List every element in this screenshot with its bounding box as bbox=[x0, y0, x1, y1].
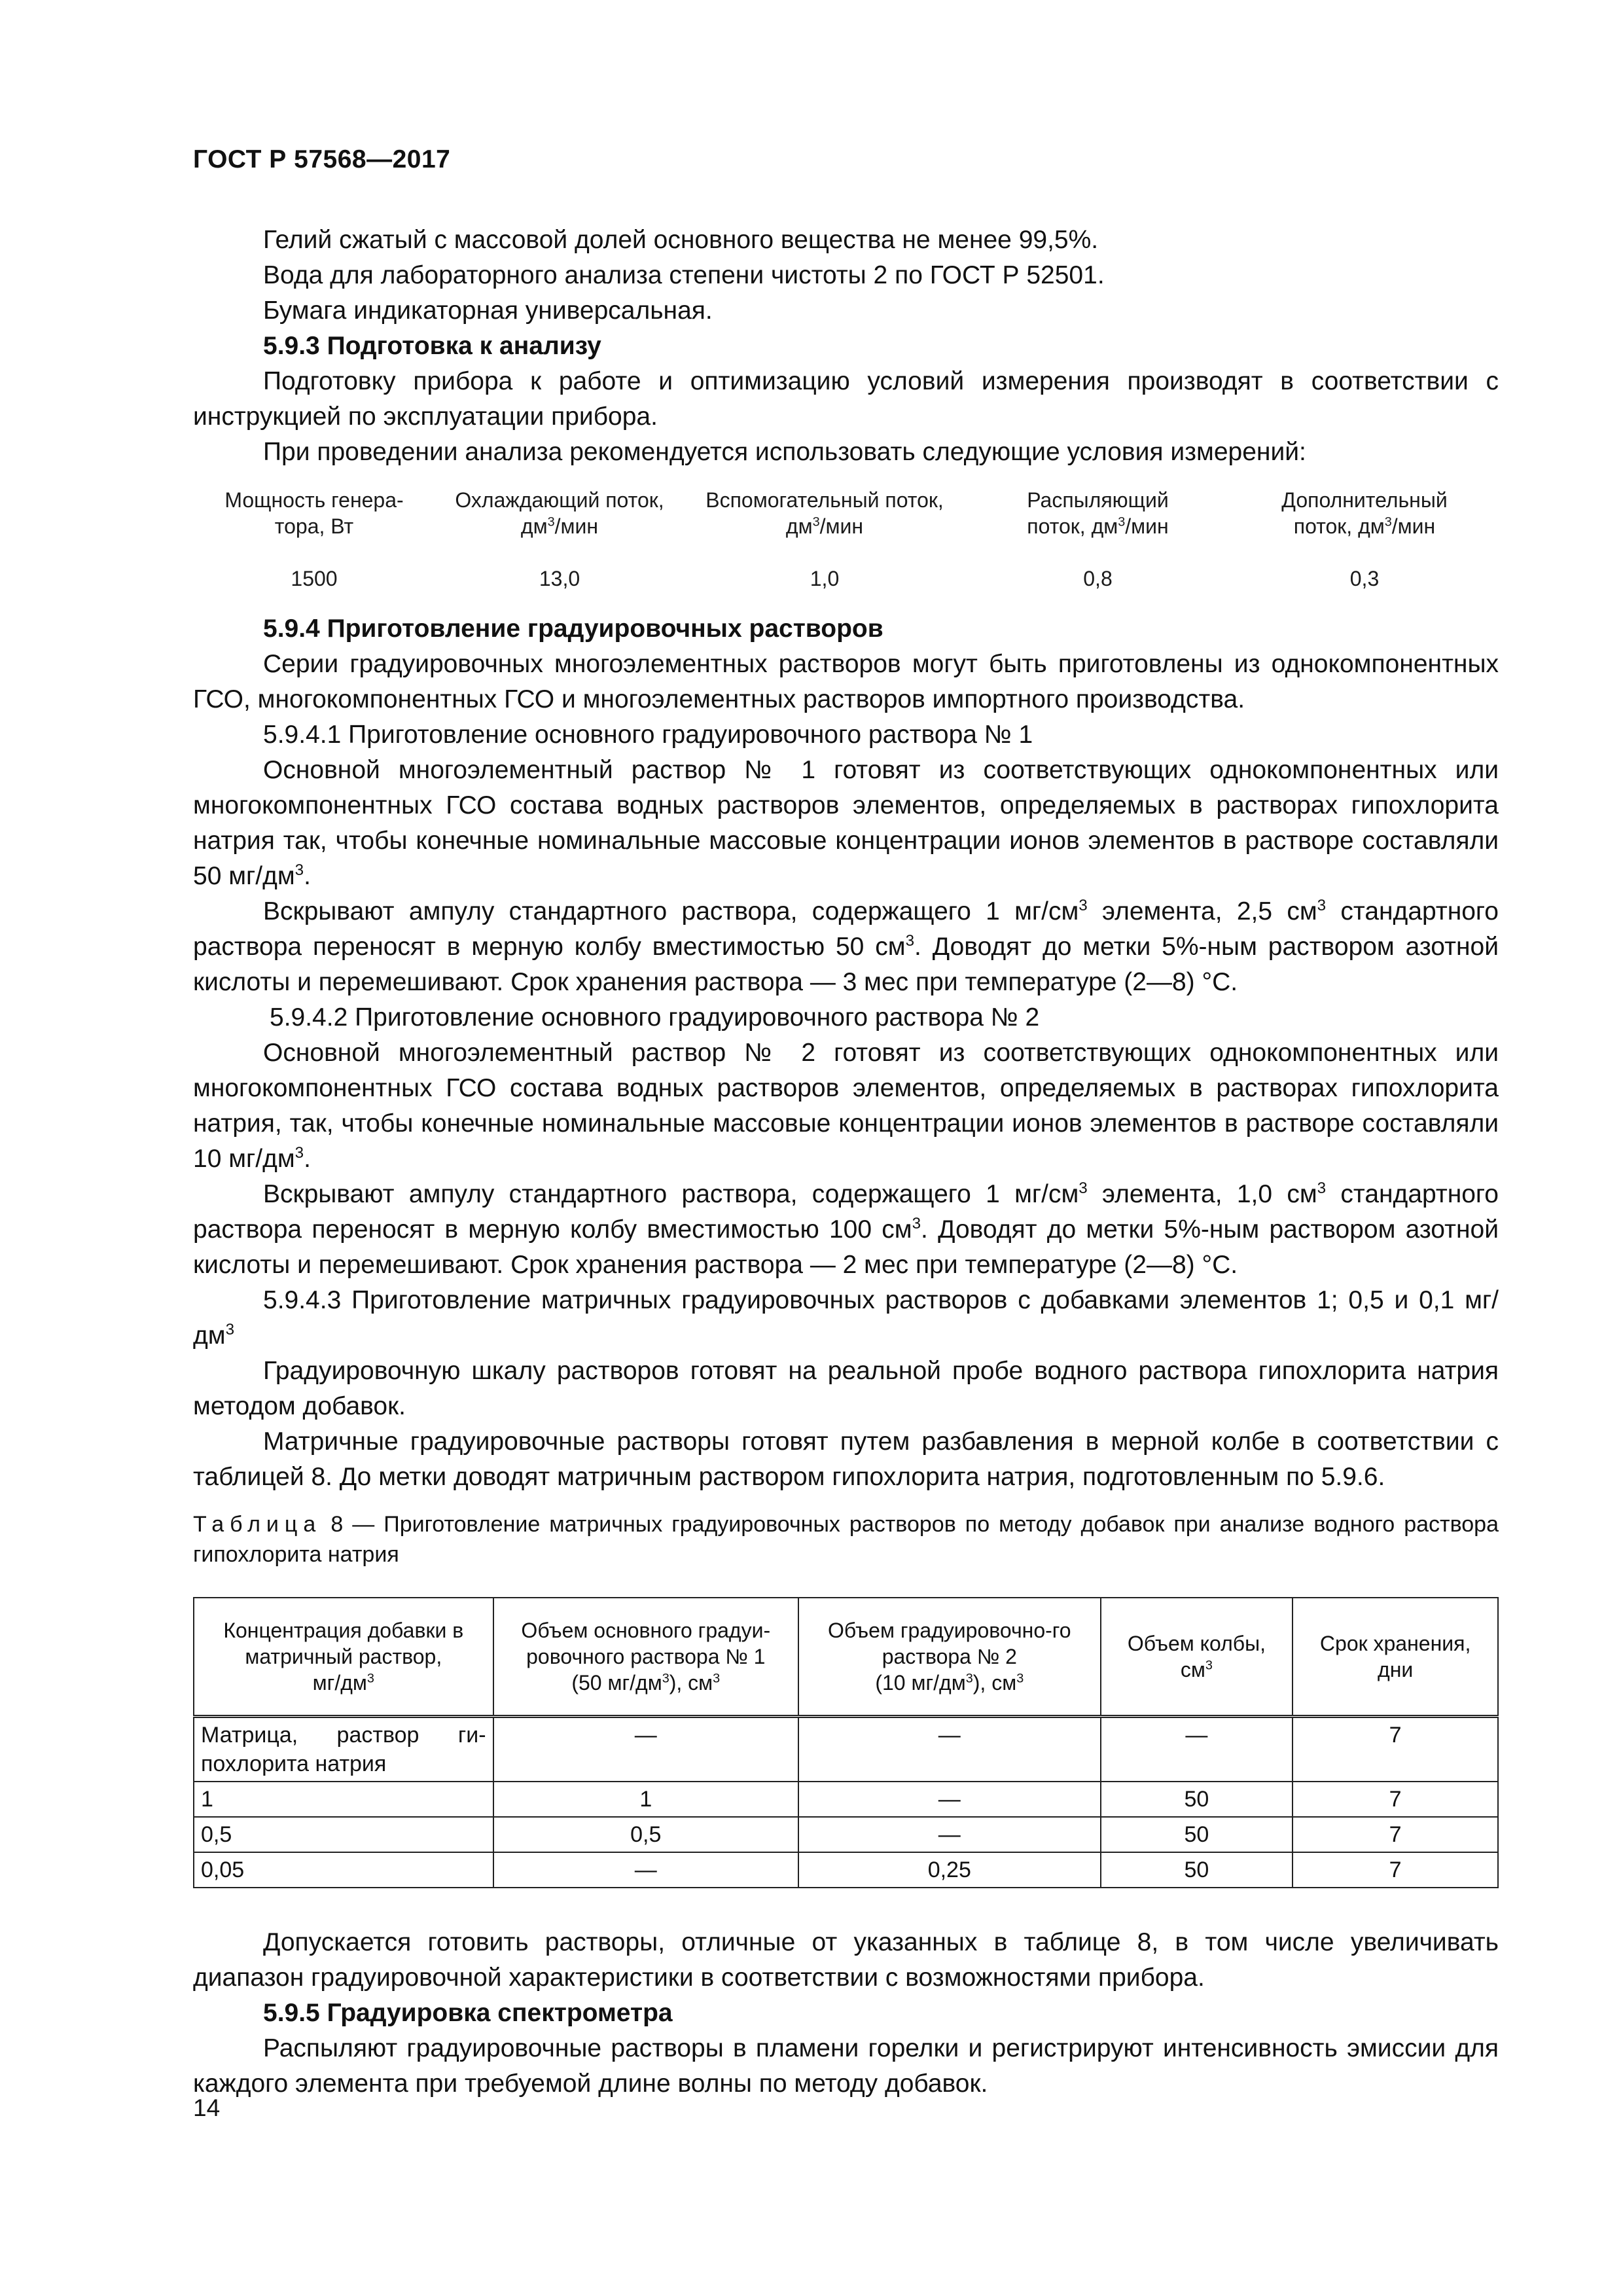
section-5-9-4-1-heading: 5.9.4.1 Приготовление основного градуировочного раствора № 1 bbox=[263, 721, 1033, 749]
section-5-9-3-heading: 5.9.3 Подготовка к анализу bbox=[263, 332, 601, 360]
condition-nebulizer-flow bbox=[965, 487, 1230, 592]
header-unit: ), см bbox=[972, 1671, 1017, 1695]
paragraph-text: Основной многоэлементный раствор № 2 готовят из соответствующих однокомпонентных или многокомпонентных ГСО состава водных растворов элементов, определяемых в растворах гипохлорита натрия, так, чтобы конечные номинальные массовые концентрации ионов элементов в растворе составляли 10 мг/дм bbox=[193, 1039, 1499, 1173]
cell-solution-2-volume: — bbox=[798, 1817, 1101, 1852]
superscript: 3 bbox=[294, 861, 304, 879]
label-unit: дм bbox=[785, 514, 813, 538]
header-unit: ), см bbox=[669, 1671, 713, 1695]
section-5-9-5-heading: 5.9.5 Градуировка спектрометра bbox=[263, 1999, 673, 2027]
condition-nebulizer-label bbox=[1027, 487, 1168, 539]
superscript: 3 bbox=[912, 1215, 921, 1232]
superscript: 3 bbox=[965, 1671, 973, 1686]
label-unit-suffix: /мин bbox=[1391, 514, 1436, 538]
cell-stock-1-volume: 0,5 bbox=[493, 1817, 798, 1852]
paragraph-text: стандартного раствора переносят в мерную колбу вместимостью 100 см bbox=[193, 1180, 1499, 1244]
condition-auxiliary-label bbox=[705, 487, 944, 539]
cell-storage-days: 7 bbox=[1293, 1852, 1498, 1888]
header-storage-days: Срок хранения, дни bbox=[1293, 1598, 1498, 1717]
cell-storage-days: 7 bbox=[1293, 1717, 1498, 1782]
section-5-9-4-2-heading: 5.9.4.2 Приготовление основного градуировочного раствора № 2 bbox=[270, 1003, 1040, 1031]
measurement-conditions bbox=[193, 487, 1499, 592]
condition-additional-flow bbox=[1230, 487, 1499, 592]
header-additive-concentration bbox=[194, 1598, 493, 1717]
superscript: 3 bbox=[1016, 1671, 1024, 1686]
section-5-9-3-paragraph: Подготовку прибора к работе и оптимизацию условий измерения производят в соответствии с инструкцией по эксплуатации прибора. bbox=[193, 367, 1499, 431]
superscript: 3 bbox=[1079, 897, 1088, 914]
intro-helium: Гелий сжатый с массовой долей основного вещества не менее 99,5%. bbox=[263, 226, 1099, 254]
cell-flask-volume: 50 bbox=[1101, 1782, 1293, 1817]
section-5-9-4-heading: 5.9.4 Приготовление градуировочных растворов bbox=[263, 615, 883, 643]
superscript: 3 bbox=[1205, 1658, 1213, 1673]
section-5-9-3-conditions-intro: При проведении анализа рекомендуется использовать следующие условия измерений: bbox=[263, 438, 1306, 466]
superscript: 3 bbox=[812, 514, 820, 529]
table-row bbox=[194, 1852, 1498, 1888]
condition-auxiliary-flow bbox=[684, 487, 965, 592]
superscript: 3 bbox=[1079, 1179, 1088, 1197]
cell-text: Матрица, раствор ги- bbox=[201, 1723, 486, 1748]
cell-solution-2-volume: 0,25 bbox=[798, 1852, 1101, 1888]
header-text: Объем градуировочно-го раствора № 2 bbox=[828, 1619, 1071, 1668]
table-row bbox=[194, 1717, 1498, 1782]
label-unit: поток, дм bbox=[1027, 514, 1118, 538]
condition-power-value: 1500 bbox=[291, 567, 338, 590]
cell-flask-volume: — bbox=[1101, 1717, 1293, 1782]
paragraph-text: элемента, 2,5 см bbox=[1087, 897, 1317, 925]
header-unit: см bbox=[1180, 1658, 1205, 1681]
condition-cooling-value: 13,0 bbox=[539, 567, 580, 590]
section-5-9-4-1-paragraph-2 bbox=[193, 894, 1499, 1000]
superscript: 3 bbox=[662, 1671, 669, 1686]
label-text: Распыляющий bbox=[1027, 488, 1169, 512]
page-number: 14 bbox=[193, 2094, 221, 2121]
paragraph-text: Вскрывают ампулу стандартного раствора, содержащего 1 мг/см bbox=[263, 1180, 1079, 1208]
condition-auxiliary-value: 1,0 bbox=[810, 567, 840, 590]
cell-text: похлорита натрия bbox=[201, 1751, 387, 1776]
paragraph-text: 5.9.4.3 Приготовление матричных градуировочных растворов с добавками элементов 1; 0,5 и 0,1 мг/дм bbox=[193, 1286, 1499, 1350]
intro-paper: Бумага индикаторная универсальная. bbox=[263, 296, 713, 325]
table-row bbox=[194, 1817, 1498, 1852]
label-unit: дм bbox=[520, 514, 548, 538]
condition-additional-label bbox=[1281, 487, 1447, 539]
paragraph-text: элемента, 1,0 см bbox=[1087, 1180, 1317, 1208]
header-text: Концентрация добавки в матричный раствор, bbox=[223, 1619, 464, 1668]
header-unit: мг/дм bbox=[312, 1671, 367, 1695]
standard-header: ГОСТ Р 57568—2017 bbox=[193, 145, 451, 173]
period: . bbox=[304, 1145, 311, 1173]
header-unit: (10 мг/дм bbox=[875, 1671, 966, 1695]
after-table-paragraph: Допускается готовить растворы, отличные от указанных в таблице 8, в том числе увеличивать диапазон градуировочной характеристики в соответствии с возможностями прибора. bbox=[193, 1928, 1499, 1992]
paragraph-text: Вскрывают ампулу стандартного раствора, содержащего 1 мг/см bbox=[263, 897, 1079, 925]
condition-nebulizer-value: 0,8 bbox=[1083, 567, 1113, 590]
superscript: 3 bbox=[1317, 1179, 1327, 1197]
caption-label: Таблица bbox=[193, 1512, 322, 1537]
cell-solution-2-volume: — bbox=[798, 1782, 1101, 1817]
section-5-9-4-3-paragraph-1: Градуировочную шкалу растворов готовят на реальной пробе водного раствора гипохлорита натрия методом добавок. bbox=[193, 1357, 1499, 1420]
cell-solution-2-volume: — bbox=[798, 1717, 1101, 1782]
label-unit-suffix: /мин bbox=[554, 514, 599, 538]
section-5-9-4-3-paragraph-2: Матричные градуировочные растворы готовят путем разбавления в мерной колбе в соответствии с таблицей 8. До метки доводят матричным раствором гипохлорита натрия, подготовленным по 5.9.6. bbox=[193, 1427, 1499, 1491]
cell-concentration bbox=[194, 1717, 493, 1782]
condition-power bbox=[193, 487, 435, 592]
page-content bbox=[193, 223, 1499, 2102]
superscript: 3 bbox=[294, 1144, 304, 1162]
paragraph-text: Основной многоэлементный раствор № 1 готовят из соответствующих однокомпонентных или многокомпонентных ГСО состава водных растворов элементов, определяемых в растворах гипохлорита натрия так, чтобы конечные номинальные массовые концентрации ионов элементов в растворе составляли 50 мг/дм bbox=[193, 756, 1499, 890]
intro-water: Вода для лабораторного анализа степени чистоты 2 по ГОСТ Р 52501. bbox=[263, 261, 1105, 289]
header-flask-volume bbox=[1101, 1598, 1293, 1717]
header-solution-2-volume bbox=[798, 1598, 1101, 1717]
header-text: Объем основного градуи-ровочного раствора № 1 bbox=[521, 1619, 771, 1668]
superscript: 3 bbox=[547, 514, 555, 529]
condition-cooling-label bbox=[455, 487, 664, 539]
section-5-9-4-2-paragraph-1 bbox=[193, 1035, 1499, 1177]
cell-stock-1-volume: — bbox=[493, 1852, 798, 1888]
label-unit: поток, дм bbox=[1293, 514, 1385, 538]
cell-stock-1-volume: — bbox=[493, 1717, 798, 1782]
caption-text: 8 — Приготовление матричных градуировочных растворов по методу добавок при анализе водного раствора гипохлорита натрия bbox=[193, 1512, 1499, 1567]
header-unit: (50 мг/дм bbox=[571, 1671, 662, 1695]
label-text: Охлаждающий поток, bbox=[455, 488, 664, 512]
cell-stock-1-volume: 1 bbox=[493, 1782, 798, 1817]
label-text: Дополнительный bbox=[1281, 488, 1448, 512]
section-5-9-5-paragraph: Распыляют градуировочные растворы в пламени горелки и регистрируют интенсивность эмиссии для каждого элемента при требуемой длине волны по методу добавок. bbox=[193, 2034, 1499, 2098]
cell-flask-volume: 50 bbox=[1101, 1817, 1293, 1852]
cell-storage-days: 7 bbox=[1293, 1817, 1498, 1852]
superscript: 3 bbox=[366, 1671, 374, 1686]
header-text: Объем колбы, bbox=[1127, 1632, 1266, 1655]
superscript: 3 bbox=[225, 1321, 235, 1338]
cell-concentration: 1 bbox=[194, 1782, 493, 1817]
label-unit-suffix: /мин bbox=[1125, 514, 1169, 538]
paragraph-text: стандартного раствора переносят в мерную колбу вместимостью 50 см bbox=[193, 897, 1499, 961]
paragraph-text: . Доводят до метки 5%-ным раствором азотной кислоты и перемешивают. Срок хранения раствора — 2 мес при температуре (2—8) °С. bbox=[193, 1215, 1499, 1279]
condition-additional-value: 0,3 bbox=[1349, 567, 1380, 590]
table-8 bbox=[193, 1597, 1499, 1888]
label-unit-suffix: /мин bbox=[819, 514, 864, 538]
superscript: 3 bbox=[1118, 514, 1126, 529]
cell-concentration: 0,05 bbox=[194, 1852, 493, 1888]
table-8-caption bbox=[193, 1509, 1499, 1570]
superscript: 3 bbox=[1317, 897, 1327, 914]
label-text: Вспомогательный поток, bbox=[705, 488, 944, 512]
table-header-row bbox=[194, 1598, 1498, 1717]
superscript: 3 bbox=[713, 1671, 721, 1686]
paragraph-text: . Доводят до метки 5%-ным раствором азотной кислоты и перемешивают. Срок хранения раствора — 3 мес при температуре (2—8) °С. bbox=[193, 933, 1499, 996]
cell-storage-days: 7 bbox=[1293, 1782, 1498, 1817]
superscript: 3 bbox=[1384, 514, 1392, 529]
condition-power-label: Мощность генера-тора, Вт bbox=[224, 488, 404, 538]
section-5-9-4-2-paragraph-2 bbox=[193, 1177, 1499, 1283]
period: . bbox=[304, 862, 311, 890]
cell-concentration: 0,5 bbox=[194, 1817, 493, 1852]
table-row bbox=[194, 1782, 1498, 1817]
section-5-9-4-1-paragraph-1 bbox=[193, 753, 1499, 894]
section-5-9-4-paragraph: Серии градуировочных многоэлементных растворов могут быть приготовлены из однокомпонентных ГСО, многокомпонентных ГСО и многоэлементных растворов импортного производства. bbox=[193, 650, 1499, 713]
section-5-9-4-3-heading bbox=[193, 1283, 1499, 1354]
cell-flask-volume: 50 bbox=[1101, 1852, 1293, 1888]
header-stock-solution-1-volume bbox=[493, 1598, 798, 1717]
condition-cooling-flow bbox=[435, 487, 684, 592]
superscript: 3 bbox=[905, 932, 915, 950]
